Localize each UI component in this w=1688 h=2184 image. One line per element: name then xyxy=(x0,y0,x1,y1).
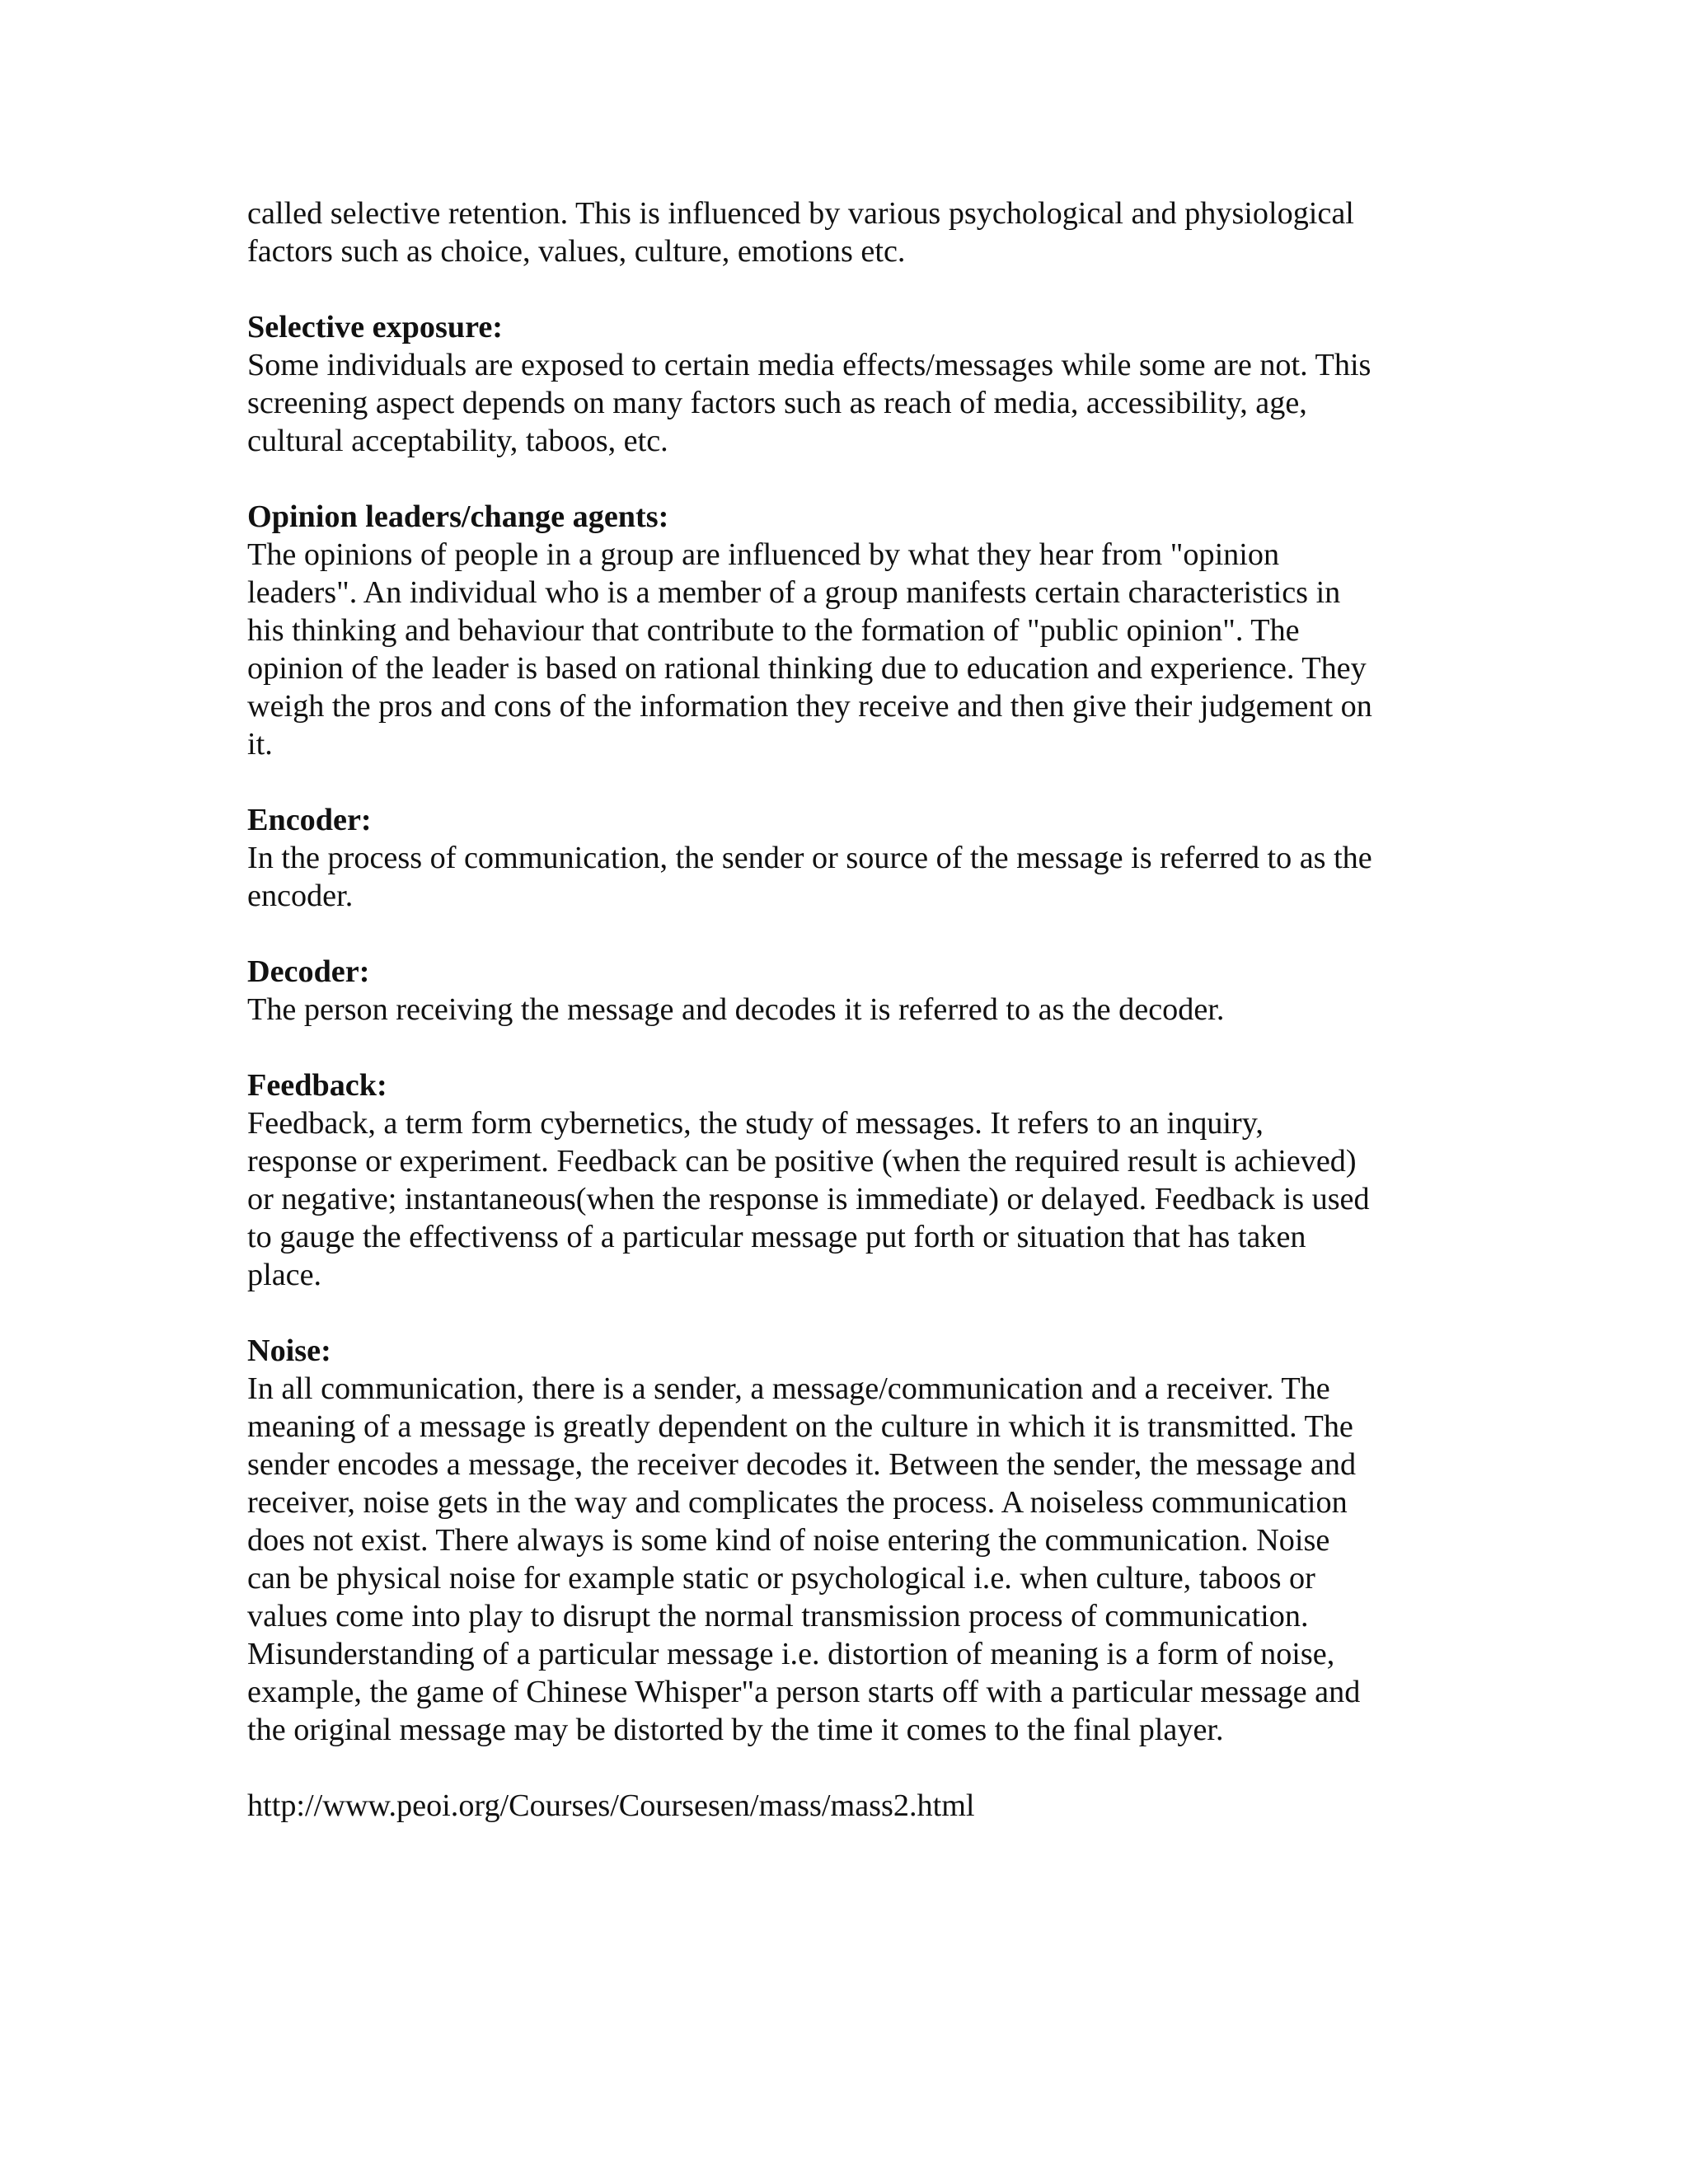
paragraph-line: receiver, noise gets in the way and complicates the process. A noiseless communication xyxy=(247,1485,1348,1520)
section-heading: Opinion leaders/change agents: xyxy=(247,499,669,534)
paragraph-spacer xyxy=(247,915,1444,953)
paragraph-line: values come into play to disrupt the normal transmission process of communication. xyxy=(247,1599,1309,1633)
paragraph-line: or negative; instantaneous(when the response is immediate) or delayed. Feedback is used xyxy=(247,1182,1370,1216)
paragraph-line: response or experiment. Feedback can be positive (when the required result is achieved) xyxy=(247,1144,1357,1179)
paragraph-line: sender encodes a message, the receiver decodes it. Between the sender, the message and xyxy=(247,1447,1357,1482)
section-selective-exposure xyxy=(247,308,1444,460)
section-feedback xyxy=(247,1066,1444,1294)
intro-paragraph xyxy=(247,194,1444,270)
paragraph-line: opinion of the leader is based on rational thinking due to education and experience. They xyxy=(247,651,1367,686)
paragraph-spacer xyxy=(247,1749,1444,1787)
paragraph-spacer xyxy=(247,270,1444,308)
paragraph-line: called selective retention. This is influenced by various psychological and physiological xyxy=(247,196,1354,231)
paragraph-line: the original message may be distorted by the time it comes to the final player. xyxy=(247,1713,1224,1747)
paragraph-spacer xyxy=(247,763,1444,801)
paragraph-line: In the process of communication, the sender or source of the message is referred to as the xyxy=(247,841,1372,875)
paragraph-line: place. xyxy=(247,1258,322,1292)
paragraph-line: Some individuals are exposed to certain media effects/messages while some are not. This xyxy=(247,348,1372,382)
section-opinion-leaders xyxy=(247,498,1444,763)
document-page xyxy=(247,194,1444,1825)
section-heading: Encoder: xyxy=(247,803,372,837)
paragraph-line: to gauge the effectivenss of a particular message put forth or situation that has taken xyxy=(247,1220,1306,1254)
paragraph-line: The person receiving the message and decodes it is referred to as the decoder. xyxy=(247,992,1225,1027)
paragraph-line: In all communication, there is a sender, a message/communication and a receiver. The xyxy=(247,1371,1330,1406)
paragraph-line: Misunderstanding of a particular message i.e. distortion of meaning is a form of noise, xyxy=(247,1637,1335,1671)
section-heading: Feedback: xyxy=(247,1068,387,1103)
paragraph-line: factors such as choice, values, culture, emotions etc. xyxy=(247,234,906,269)
paragraph-line: does not exist. There always is some kind of noise entering the communication. Noise xyxy=(247,1523,1330,1558)
section-heading: Decoder: xyxy=(247,954,370,989)
section-encoder xyxy=(247,801,1444,915)
paragraph-line: encoder. xyxy=(247,879,354,913)
paragraph-line: The opinions of people in a group are influenced by what they hear from "opinion xyxy=(247,537,1280,572)
paragraph-line: cultural acceptability, taboos, etc. xyxy=(247,424,668,458)
section-heading: Selective exposure: xyxy=(247,310,504,344)
paragraph-line: Feedback, a term form cybernetics, the study of messages. It refers to an inquiry, xyxy=(247,1106,1264,1141)
source-url: http://www.peoi.org/Courses/Coursesen/mass/mass2.html xyxy=(247,1788,975,1823)
paragraph-line: leaders". An individual who is a member of a group manifests certain characteristics in xyxy=(247,575,1341,610)
section-decoder xyxy=(247,953,1444,1029)
paragraph-line: his thinking and behaviour that contribute to the formation of "public opinion". The xyxy=(247,613,1300,648)
paragraph-line: screening aspect depends on many factors such as reach of media, accessibility, age, xyxy=(247,386,1307,420)
paragraph-spacer xyxy=(247,1029,1444,1066)
paragraph-line: weigh the pros and cons of the information they receive and then give their judgement on xyxy=(247,689,1372,724)
paragraph-line: it. xyxy=(247,727,273,762)
paragraph-line: meaning of a message is greatly dependent on the culture in which it is transmitted. The xyxy=(247,1409,1353,1444)
paragraph-spacer xyxy=(247,1294,1444,1332)
paragraph-line: can be physical noise for example static or psychological i.e. when culture, taboos or xyxy=(247,1561,1315,1596)
section-noise xyxy=(247,1332,1444,1749)
paragraph-line: example, the game of Chinese Whisper"a person starts off with a particular message and xyxy=(247,1675,1361,1709)
section-heading: Noise: xyxy=(247,1333,331,1368)
paragraph-spacer xyxy=(247,460,1444,498)
